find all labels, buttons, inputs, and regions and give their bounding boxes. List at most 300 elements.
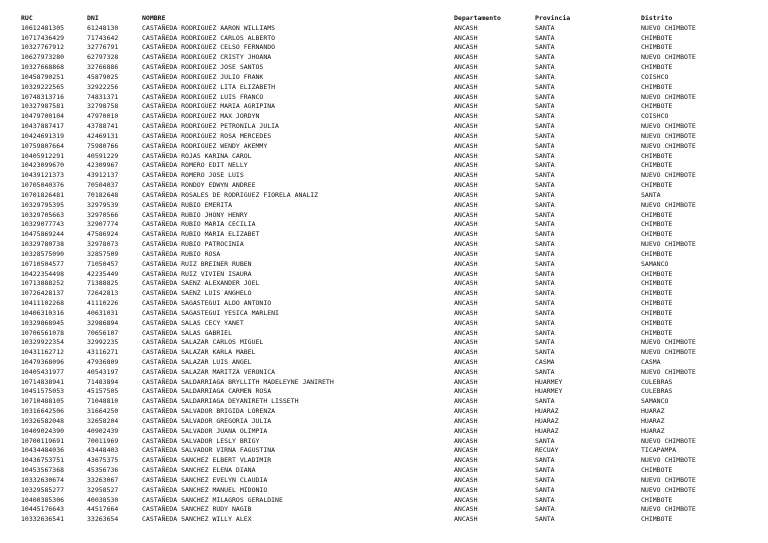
- cell-departamento: ANCASH: [454, 82, 478, 91]
- cell-provincia: SANTA: [535, 190, 555, 199]
- table-row: [0, 309, 768, 319]
- cell-dni: 47586924: [87, 230, 119, 239]
- cell-dni: 45356736: [87, 466, 119, 475]
- cell-dni: 32922256: [87, 82, 119, 91]
- cell-ruc: 10411102268: [21, 299, 65, 308]
- cell-provincia: HUARMEY: [535, 377, 563, 386]
- cell-nombre: CASTAÑEDA SAGASTEGUI YESICA MARLENI: [142, 308, 279, 317]
- table-row: [0, 486, 768, 496]
- table-row: [0, 368, 768, 378]
- cell-provincia: SANTA: [535, 82, 555, 91]
- cell-departamento: ANCASH: [454, 495, 478, 504]
- header-nombre: NOMBRE: [142, 14, 166, 22]
- cell-distrito: TICAPAMPA: [641, 446, 677, 455]
- cell-ruc: 10409024390: [21, 426, 65, 435]
- cell-ruc: 10713888252: [21, 279, 65, 288]
- cell-nombre: CASTAÑEDA SAGASTEGUI ALDO ANTONIO: [142, 299, 272, 308]
- cell-nombre: CASTAÑEDA SALVADOR LESLY BRIGY: [142, 436, 260, 445]
- cell-ruc: 10405912291: [21, 151, 65, 160]
- cell-ruc: 10329705663: [21, 210, 65, 219]
- cell-provincia: CASMA: [535, 357, 555, 366]
- cell-departamento: ANCASH: [454, 190, 478, 199]
- cell-departamento: ANCASH: [454, 240, 478, 249]
- table-row: [0, 63, 768, 73]
- cell-dni: 71743642: [87, 33, 119, 42]
- table-row: [0, 417, 768, 427]
- cell-distrito: NUEVO CHIMBOTE: [641, 338, 696, 347]
- cell-distrito: NUEVO CHIMBOTE: [641, 436, 696, 445]
- cell-distrito: COISHCO: [641, 72, 669, 81]
- table-row: [0, 289, 768, 299]
- cell-dni: 61248130: [87, 23, 119, 32]
- table-row: [0, 338, 768, 348]
- cell-ruc: 10714838941: [21, 377, 65, 386]
- cell-dni: 44517664: [87, 505, 119, 514]
- cell-provincia: SANTA: [535, 230, 555, 239]
- cell-provincia: SANTA: [535, 92, 555, 101]
- cell-nombre: CASTAÑEDA RONDOY EDWYN ANDREE: [142, 181, 256, 190]
- cell-departamento: ANCASH: [454, 397, 478, 406]
- cell-departamento: ANCASH: [454, 436, 478, 445]
- table-row: [0, 122, 768, 132]
- cell-provincia: SANTA: [535, 43, 555, 52]
- cell-ruc: 10445176643: [21, 505, 65, 514]
- cell-distrito: SANTA: [641, 190, 661, 199]
- cell-distrito: COISHCO: [641, 112, 669, 121]
- cell-nombre: CASTAÑEDA RODRIGUEZ WENDY AKEMMY: [142, 141, 268, 150]
- cell-distrito: CHIMBOTE: [641, 63, 673, 72]
- cell-provincia: SANTA: [535, 485, 555, 494]
- cell-nombre: CASTAÑEDA SALAS CECY YANET: [142, 318, 244, 327]
- cell-dni: 74831371: [87, 92, 119, 101]
- cell-ruc: 10422354498: [21, 269, 65, 278]
- cell-nombre: CASTAÑEDA RUBIO MARIA ELIZABET: [142, 230, 260, 239]
- cell-distrito: CHIMBOTE: [641, 515, 673, 524]
- cell-nombre: CASTAÑEDA RODRIGUEZ ROSA MERCEDES: [142, 131, 272, 140]
- cell-departamento: ANCASH: [454, 446, 478, 455]
- cell-departamento: ANCASH: [454, 485, 478, 494]
- cell-dni: 71388825: [87, 279, 119, 288]
- cell-ruc: 10326582048: [21, 416, 65, 425]
- cell-dni: 40902439: [87, 426, 119, 435]
- table-row: [0, 329, 768, 339]
- cell-ruc: 10717436429: [21, 33, 65, 42]
- cell-provincia: SANTA: [535, 475, 555, 484]
- cell-distrito: NUEVO CHIMBOTE: [641, 23, 696, 32]
- cell-dni: 32979539: [87, 200, 119, 209]
- table-row: [0, 43, 768, 53]
- cell-distrito: NUEVO CHIMBOTE: [641, 92, 696, 101]
- table-row: [0, 181, 768, 191]
- cell-distrito: SAMANCO: [641, 259, 669, 268]
- cell-dni: 75980766: [87, 141, 119, 150]
- cell-departamento: ANCASH: [454, 515, 478, 524]
- cell-dni: 43788741: [87, 122, 119, 131]
- table-row: [0, 201, 768, 211]
- cell-dni: 32986894: [87, 318, 119, 327]
- cell-dni: 32978073: [87, 240, 119, 249]
- cell-departamento: ANCASH: [454, 200, 478, 209]
- cell-dni: 43448403: [87, 446, 119, 455]
- cell-distrito: CHIMBOTE: [641, 328, 673, 337]
- cell-nombre: CASTAÑEDA SANCHEZ MILAGROS GERALDINE: [142, 495, 283, 504]
- cell-nombre: CASTAÑEDA SALVADOR GREGORIA JULIA: [142, 416, 272, 425]
- table-row: [0, 171, 768, 181]
- table-row: [0, 407, 768, 417]
- cell-nombre: CASTAÑEDA SANCHEZ ELENA DIANA: [142, 466, 256, 475]
- table-row: [0, 240, 768, 250]
- table-row: [0, 112, 768, 122]
- cell-ruc: 10329585277: [21, 485, 65, 494]
- cell-nombre: CASTAÑEDA RODRIGUEZ CRISTY JHOANA: [142, 53, 272, 62]
- table-row: [0, 191, 768, 201]
- cell-dni: 40631031: [87, 308, 119, 317]
- cell-provincia: RECUAY: [535, 446, 559, 455]
- cell-nombre: CASTAÑEDA SALDARRIAGA CARMEN ROSA: [142, 387, 272, 396]
- cell-nombre: CASTAÑEDA SALAZAR MARITZA VERONICA: [142, 367, 276, 376]
- table-row: [0, 378, 768, 388]
- table-row: [0, 358, 768, 368]
- cell-provincia: SANTA: [535, 240, 555, 249]
- cell-dni: 47936809: [87, 357, 119, 366]
- cell-ruc: 10612481305: [21, 23, 65, 32]
- cell-provincia: SANTA: [535, 181, 555, 190]
- cell-ruc: 10475869244: [21, 230, 65, 239]
- cell-provincia: SANTA: [535, 348, 555, 357]
- cell-provincia: SANTA: [535, 72, 555, 81]
- cell-dni: 42235449: [87, 269, 119, 278]
- cell-distrito: CHIMBOTE: [641, 33, 673, 42]
- cell-distrito: HUARAZ: [641, 416, 665, 425]
- cell-dni: 70656107: [87, 328, 119, 337]
- cell-distrito: NUEVO CHIMBOTE: [641, 485, 696, 494]
- cell-departamento: ANCASH: [454, 338, 478, 347]
- cell-provincia: SANTA: [535, 161, 555, 170]
- cell-ruc: 10327987581: [21, 102, 65, 111]
- cell-ruc: 10458790251: [21, 72, 65, 81]
- cell-ruc: 10327767912: [21, 43, 65, 52]
- cell-nombre: CASTAÑEDA RODRIGUEZ AARON WILLIAMS: [142, 23, 276, 32]
- cell-dni: 32658204: [87, 416, 119, 425]
- cell-departamento: ANCASH: [454, 171, 478, 180]
- cell-provincia: HUARAZ: [535, 407, 559, 416]
- table-row: [0, 53, 768, 63]
- cell-departamento: ANCASH: [454, 122, 478, 131]
- cell-nombre: CASTAÑEDA ROSALES DE RODRIGUEZ FIORELA ANALIZ: [142, 190, 319, 199]
- table-row: [0, 132, 768, 142]
- cell-distrito: CULEBRAS: [641, 377, 673, 386]
- table-row: [0, 299, 768, 309]
- cell-nombre: CASTAÑEDA RUIZ VIVIEN ISAURA: [142, 269, 252, 278]
- cell-departamento: ANCASH: [454, 161, 478, 170]
- cell-nombre: CASTAÑEDA RODRIGUEZ JOSE SANTOS: [142, 63, 264, 72]
- table-row: [0, 456, 768, 466]
- cell-departamento: ANCASH: [454, 377, 478, 386]
- cell-departamento: ANCASH: [454, 141, 478, 150]
- cell-dni: 32798758: [87, 102, 119, 111]
- cell-departamento: ANCASH: [454, 112, 478, 121]
- cell-dni: 71483894: [87, 377, 119, 386]
- cell-departamento: ANCASH: [454, 181, 478, 190]
- cell-provincia: SANTA: [535, 131, 555, 140]
- cell-ruc: 10710504577: [21, 259, 65, 268]
- cell-departamento: ANCASH: [454, 348, 478, 357]
- cell-ruc: 10316642506: [21, 407, 65, 416]
- cell-departamento: ANCASH: [454, 289, 478, 298]
- cell-dni: 40543197: [87, 367, 119, 376]
- cell-ruc: 10329222565: [21, 82, 65, 91]
- cell-distrito: NUEVO CHIMBOTE: [641, 456, 696, 465]
- cell-nombre: CASTAÑEDA RODRIGUEZ MAX JORDYN: [142, 112, 260, 121]
- table-row: [0, 73, 768, 83]
- cell-nombre: CASTAÑEDA ROMERO EDIT NELLY: [142, 161, 248, 170]
- cell-departamento: ANCASH: [454, 279, 478, 288]
- cell-departamento: ANCASH: [454, 102, 478, 111]
- table-row: [0, 220, 768, 230]
- cell-departamento: ANCASH: [454, 475, 478, 484]
- cell-departamento: ANCASH: [454, 308, 478, 317]
- table-row: [0, 161, 768, 171]
- cell-provincia: SANTA: [535, 318, 555, 327]
- cell-distrito: CHIMBOTE: [641, 161, 673, 170]
- cell-provincia: SANTA: [535, 505, 555, 514]
- cell-provincia: SANTA: [535, 210, 555, 219]
- cell-nombre: CASTAÑEDA RUBIO JHONY HENRY: [142, 210, 248, 219]
- cell-distrito: NUEVO CHIMBOTE: [641, 171, 696, 180]
- cell-departamento: ANCASH: [454, 259, 478, 268]
- cell-nombre: CASTAÑEDA SALAS GABRIEL: [142, 328, 233, 337]
- cell-provincia: HUARAZ: [535, 426, 559, 435]
- table-row: [0, 93, 768, 103]
- cell-departamento: ANCASH: [454, 357, 478, 366]
- cell-provincia: SANTA: [535, 63, 555, 72]
- cell-provincia: SANTA: [535, 249, 555, 258]
- header-distrito: Distrito: [641, 14, 673, 22]
- cell-dni: 71050457: [87, 259, 119, 268]
- cell-nombre: CASTAÑEDA SANCHEZ RUDY NAGIB: [142, 505, 252, 514]
- cell-distrito: NUEVO CHIMBOTE: [641, 348, 696, 357]
- cell-departamento: ANCASH: [454, 328, 478, 337]
- cell-departamento: ANCASH: [454, 230, 478, 239]
- cell-dni: 43116271: [87, 348, 119, 357]
- cell-ruc: 10710488105: [21, 397, 65, 406]
- table-row: [0, 437, 768, 447]
- cell-ruc: 10439121373: [21, 171, 65, 180]
- cell-nombre: CASTAÑEDA SANCHEZ EVELYN CLAUDIA: [142, 475, 268, 484]
- cell-departamento: ANCASH: [454, 299, 478, 308]
- cell-ruc: 10329077743: [21, 220, 65, 229]
- cell-nombre: CASTAÑEDA SANCHEZ MANUEL MIDONIO: [142, 485, 268, 494]
- cell-provincia: SANTA: [535, 289, 555, 298]
- table-row: [0, 260, 768, 270]
- cell-ruc: 10627973280: [21, 53, 65, 62]
- cell-departamento: ANCASH: [454, 269, 478, 278]
- cell-provincia: HUARMEY: [535, 387, 563, 396]
- cell-ruc: 10726428137: [21, 289, 65, 298]
- cell-nombre: CASTAÑEDA SALVADOR JUANA OLIMPIA: [142, 426, 268, 435]
- cell-provincia: SANTA: [535, 436, 555, 445]
- table-body: [0, 24, 768, 525]
- cell-ruc: 10434484036: [21, 446, 65, 455]
- table-row: [0, 152, 768, 162]
- cell-distrito: NUEVO CHIMBOTE: [641, 122, 696, 131]
- table-row: [0, 387, 768, 397]
- cell-dni: 41110226: [87, 299, 119, 308]
- cell-ruc: 10706561078: [21, 328, 65, 337]
- cell-distrito: CHIMBOTE: [641, 151, 673, 160]
- cell-departamento: ANCASH: [454, 416, 478, 425]
- cell-nombre: CASTAÑEDA RODRIGUEZ LUIS FRANCO: [142, 92, 264, 101]
- cell-dni: 32958527: [87, 485, 119, 494]
- cell-distrito: HUARAZ: [641, 426, 665, 435]
- cell-departamento: ANCASH: [454, 131, 478, 140]
- table-row: [0, 348, 768, 358]
- cell-provincia: SANTA: [535, 112, 555, 121]
- cell-distrito: CHIMBOTE: [641, 495, 673, 504]
- cell-provincia: SANTA: [535, 200, 555, 209]
- cell-distrito: NUEVO CHIMBOTE: [641, 141, 696, 150]
- table-row: [0, 279, 768, 289]
- cell-distrito: SAMANCO: [641, 397, 669, 406]
- cell-dni: 70182648: [87, 190, 119, 199]
- cell-distrito: NUEVO CHIMBOTE: [641, 475, 696, 484]
- cell-dni: 42309967: [87, 161, 119, 170]
- cell-distrito: CHIMBOTE: [641, 43, 673, 52]
- cell-nombre: CASTAÑEDA RODRIGUEZ MARIA AGRIPINA: [142, 102, 276, 111]
- cell-departamento: ANCASH: [454, 505, 478, 514]
- cell-provincia: SANTA: [535, 171, 555, 180]
- cell-provincia: SANTA: [535, 269, 555, 278]
- table-row: [0, 427, 768, 437]
- cell-departamento: ANCASH: [454, 33, 478, 42]
- cell-departamento: ANCASH: [454, 23, 478, 32]
- cell-distrito: NUEVO CHIMBOTE: [641, 240, 696, 249]
- cell-distrito: NUEVO CHIMBOTE: [641, 367, 696, 376]
- table-header: [0, 14, 768, 24]
- cell-dni: 32776791: [87, 43, 119, 52]
- cell-provincia: SANTA: [535, 141, 555, 150]
- cell-provincia: SANTA: [535, 33, 555, 42]
- cell-ruc: 10329795395: [21, 200, 65, 209]
- cell-nombre: CASTAÑEDA RODRIGUEZ CARLOS ALBERTO: [142, 33, 276, 42]
- cell-distrito: CHIMBOTE: [641, 181, 673, 190]
- cell-provincia: SANTA: [535, 259, 555, 268]
- cell-provincia: SANTA: [535, 23, 555, 32]
- table-row: [0, 496, 768, 506]
- cell-departamento: ANCASH: [454, 151, 478, 160]
- cell-distrito: CHIMBOTE: [641, 289, 673, 298]
- table-row: [0, 476, 768, 486]
- cell-nombre: CASTAÑEDA SALDARRIAGA DEYANIRETH LISSETH: [142, 397, 299, 406]
- cell-provincia: SANTA: [535, 151, 555, 160]
- table-row: [0, 34, 768, 44]
- cell-ruc: 10479700104: [21, 112, 65, 121]
- cell-provincia: SANTA: [535, 122, 555, 131]
- cell-ruc: 10329780738: [21, 240, 65, 249]
- table-row: [0, 466, 768, 476]
- cell-provincia: SANTA: [535, 308, 555, 317]
- cell-nombre: CASTAÑEDA RUBIO PATROCINIA: [142, 240, 244, 249]
- cell-departamento: ANCASH: [454, 220, 478, 229]
- cell-nombre: CASTAÑEDA RODRIGUEZ PETRONILA JULIA: [142, 122, 279, 131]
- cell-distrito: NUEVO CHIMBOTE: [641, 200, 696, 209]
- table-row: [0, 230, 768, 240]
- cell-nombre: CASTAÑEDA RUBIO MARIA CECILIA: [142, 220, 256, 229]
- cell-ruc: 10479368096: [21, 357, 65, 366]
- cell-dni: 47970010: [87, 112, 119, 121]
- cell-departamento: ANCASH: [454, 92, 478, 101]
- cell-ruc: 10700119691: [21, 436, 65, 445]
- cell-departamento: ANCASH: [454, 367, 478, 376]
- cell-nombre: CASTAÑEDA SALVADOR BRIGIDA LORENZA: [142, 407, 276, 416]
- cell-distrito: CHIMBOTE: [641, 82, 673, 91]
- cell-dni: 70011969: [87, 436, 119, 445]
- cell-dni: 40038530: [87, 495, 119, 504]
- cell-dni: 32766886: [87, 63, 119, 72]
- cell-provincia: SANTA: [535, 367, 555, 376]
- cell-nombre: CASTAÑEDA RUBIO EMERITA: [142, 200, 233, 209]
- cell-provincia: HUARAZ: [535, 416, 559, 425]
- cell-ruc: 10437887417: [21, 122, 65, 131]
- cell-departamento: ANCASH: [454, 407, 478, 416]
- cell-nombre: CASTAÑEDA SALAZAR KARLA MABEL: [142, 348, 256, 357]
- cell-dni: 40591229: [87, 151, 119, 160]
- cell-departamento: ANCASH: [454, 249, 478, 258]
- cell-dni: 32907774: [87, 220, 119, 229]
- cell-ruc: 10748313716: [21, 92, 65, 101]
- cell-provincia: SANTA: [535, 328, 555, 337]
- cell-distrito: CHIMBOTE: [641, 249, 673, 258]
- cell-departamento: ANCASH: [454, 387, 478, 396]
- table-row: [0, 397, 768, 407]
- cell-provincia: SANTA: [535, 102, 555, 111]
- cell-distrito: CULEBRAS: [641, 387, 673, 396]
- cell-nombre: CASTAÑEDA RUIZ BREINER RUBEN: [142, 259, 252, 268]
- cell-distrito: CHIMBOTE: [641, 299, 673, 308]
- cell-dni: 43912137: [87, 171, 119, 180]
- cell-ruc: 10405431977: [21, 367, 65, 376]
- cell-dni: 32857509: [87, 249, 119, 258]
- cell-dni: 62797328: [87, 53, 119, 62]
- cell-nombre: CASTAÑEDA RODRIGUEZ JULIO FRANK: [142, 72, 264, 81]
- cell-nombre: CASTAÑEDA ROMERO JOSE LUIS: [142, 171, 244, 180]
- cell-nombre: CASTAÑEDA RUBIO ROSA: [142, 249, 221, 258]
- cell-distrito: CHIMBOTE: [641, 466, 673, 475]
- cell-nombre: CASTAÑEDA SALAZAR CARLOS MIGUEL: [142, 338, 264, 347]
- cell-distrito: NUEVO CHIMBOTE: [641, 505, 696, 514]
- cell-ruc: 10406310316: [21, 308, 65, 317]
- table-row: [0, 83, 768, 93]
- table-row: [0, 102, 768, 112]
- table-row: [0, 211, 768, 221]
- cell-dni: 33263654: [87, 515, 119, 524]
- cell-ruc: 10705040376: [21, 181, 65, 190]
- cell-nombre: CASTAÑEDA SALDARRIAGA BRYLLITH MADELEYNE JANIRETH: [142, 377, 334, 386]
- cell-departamento: ANCASH: [454, 456, 478, 465]
- cell-dni: 72642813: [87, 289, 119, 298]
- cell-departamento: ANCASH: [454, 426, 478, 435]
- cell-ruc: 10453567368: [21, 466, 65, 475]
- cell-distrito: CHIMBOTE: [641, 210, 673, 219]
- cell-departamento: ANCASH: [454, 43, 478, 52]
- cell-dni: 71048810: [87, 397, 119, 406]
- cell-distrito: HUARAZ: [641, 407, 665, 416]
- cell-distrito: CHIMBOTE: [641, 220, 673, 229]
- cell-dni: 31664250: [87, 407, 119, 416]
- table-row: [0, 270, 768, 280]
- table-row: [0, 515, 768, 525]
- cell-provincia: SANTA: [535, 299, 555, 308]
